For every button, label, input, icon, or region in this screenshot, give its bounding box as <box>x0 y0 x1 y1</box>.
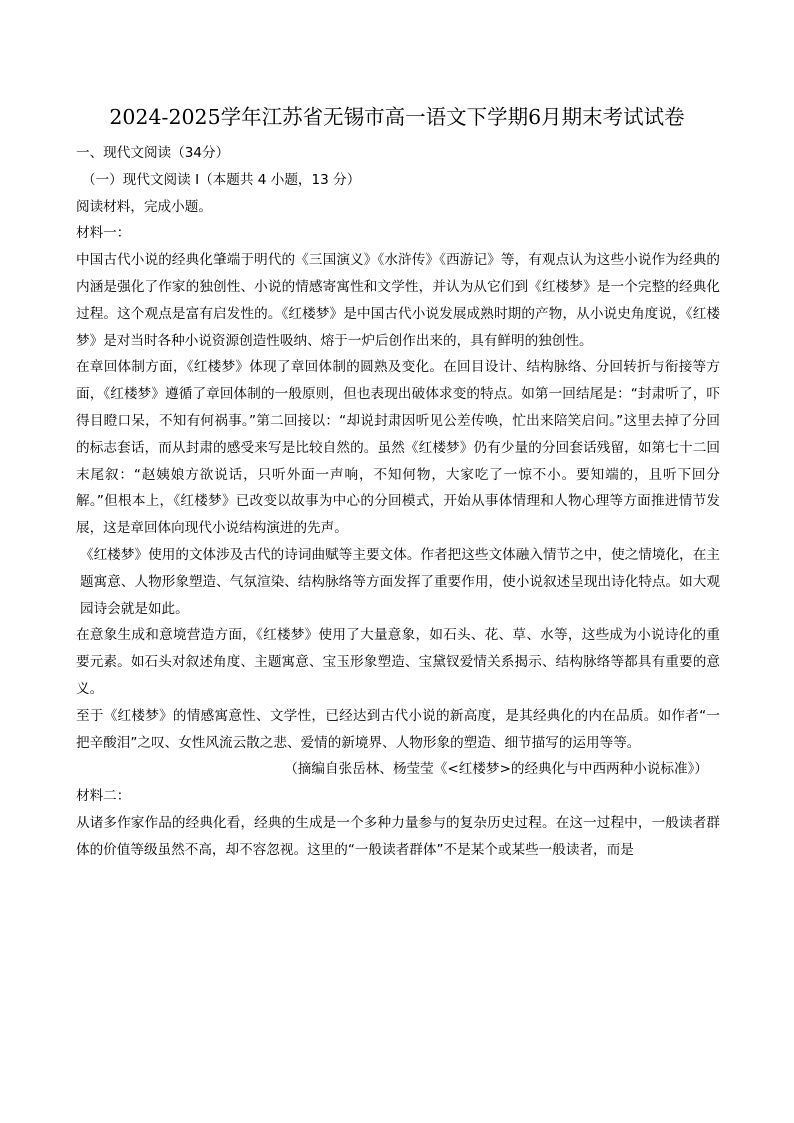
material1-source: （摘编自张岳林、杨莹莹《<红楼梦>的经典化与中西两种小说标准》） <box>284 761 708 778</box>
document-body <box>76 140 720 864</box>
material1-paragraph: 《红楼梦》使用的文体涉及古代的诗词曲赋等主要文体。作者把这些文体融入情节之中，使之情境化，在主题寓意、人物形象塑造、气氛渲染、结构脉络等方面发挥了重要作用，使小说叙述呈现出诗化特点。如大观园诗会就是如此。 <box>80 546 720 617</box>
material1-paragraph: 在章回体制方面，《红楼梦》体现了章回体制的圆熟及变化。在回目设计、结构脉络、分回转折与衔接等方面，《红楼梦》遵循了章回体制的一般原则，但也表现出破体求变的特点。如第一回结尾是：“封肃听了，吓得目瞪口呆，不知有何祸事。”第二回接以：“却说封肃因听见公差传唤，忙出来陪笑启问。”这里去掉了分回的标志套话，而从封肃的感受来写是比较自然的。虽然《红楼梦》仍有少量的分回套话残留，如第七十二回末尾叙：“赵姨娘方欲说话，只听外面一声响，不知何物，大家吃了一惊不小。要知端的，且听下回分解。”但根本上，《红楼梦》已改变以故事为中心的分回模式，开始从事体情理和人物心理等方面推进情节发展，这是章回体向现代小说结构演进的先声。 <box>76 359 720 537</box>
material2-label: 材料二： <box>76 788 131 805</box>
material2-paragraph: 从诸多作家作品的经典化看，经典的生成是一个多种力量参与的复杂历史过程。在这一过程中，一般读者群体的价值等级虽然不高，却不容忽视。这里的“一般读者群体”不是某个或某些一般读者，而是 <box>76 814 720 858</box>
document-title: 2024-2025学年江苏省无锡市高一语文下学期6月期末考试试卷 <box>109 105 685 129</box>
material1-paragraph: 在意象生成和意境营造方面，《红楼梦》使用了大量意象，如石头、花、草、水等，这些成为小说诗化的重要元素。如石头对叙述角度、主题寓意、宝玉形象塑造、宝黛钗爱情关系揭示、结构脉络等都具有重要的意义。 <box>76 627 720 697</box>
material1-label: 材料一： <box>76 225 131 242</box>
material1-paragraph: 中国古代小说的经典化肇端于明代的《三国演义》《水浒传》《西游记》等，有观点认为这些小说作为经典的内涵是强化了作家的独创性、小说的情感寄寓性和文学性，并认为从它们到《红楼梦》是一个完整的经典化过程。这个观点是富有启发性的。《红楼梦》是中国古代小说发展成熟时期的产物，从小说史角度说，《红楼梦》是对当时各种小说资源创造性吸纳、熔于一炉后创作出来的，具有鲜明的独创性。 <box>76 252 720 349</box>
subsection-heading: （一）现代文阅读 I（本题共 4 小题，13 分） <box>82 171 361 188</box>
section-heading: 一、现代文阅读（34分） <box>76 145 230 161</box>
material1-paragraph: 至于《红楼梦》的情感寓意性、文学性，已经达到古代小说的新高度，是其经典化的内在品质。如作者“一把辛酸泪”之叹、女性风流云散之悲、爱情的新境界、人物形象的塑造、细节描写的运用等等。 <box>76 707 720 751</box>
instruction-text: 阅读材料，完成小题。 <box>76 198 212 215</box>
